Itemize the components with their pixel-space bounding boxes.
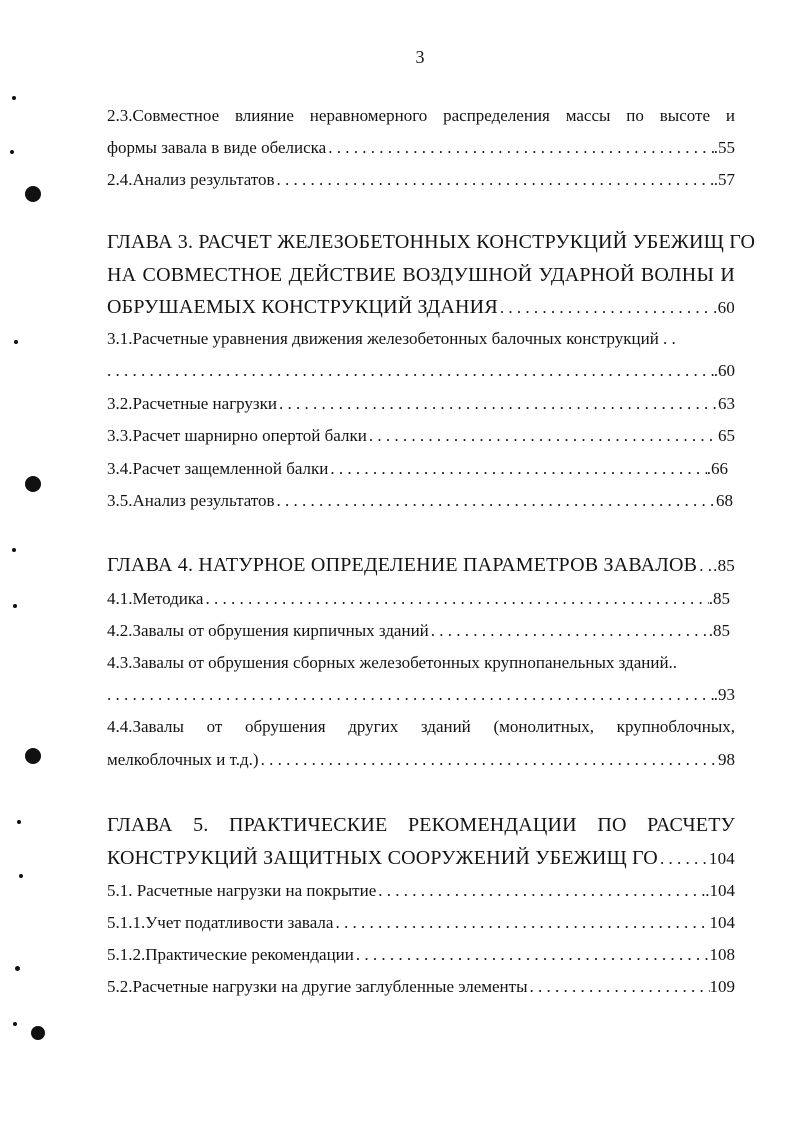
dot-leader <box>333 913 709 933</box>
toc-entry-title: 5.1.1.Учет податливости завала <box>107 913 334 932</box>
toc-entry-4-2[interactable] <box>107 621 730 645</box>
dot-leader <box>275 170 714 190</box>
toc-entry-3-5[interactable] <box>107 491 733 515</box>
toc-page-number: .60 <box>713 361 735 380</box>
toc-entry-3-1-continuation <box>107 361 735 385</box>
toc-page-number: 104 <box>709 913 735 932</box>
dot-leader <box>277 394 718 414</box>
toc-entry-chapter-3[interactable] <box>107 296 735 320</box>
dot-leader <box>107 685 714 705</box>
toc-page-number: 98 <box>718 750 735 769</box>
toc-entry-title: мелкоблочных и т.д.) <box>107 750 259 769</box>
toc-page-number: .104 <box>705 881 735 900</box>
scan-speck <box>15 966 20 971</box>
toc-entry-4-3[interactable] <box>107 653 735 677</box>
binder-hole-mark <box>25 186 41 202</box>
dot-leader <box>328 459 706 479</box>
toc-page-number: 68 <box>716 491 733 510</box>
chapter-3-line1: ГЛАВА 3. РАСЧЕТ ЖЕЛЕЗОБЕТОННЫХ КОНСТРУКЦИЙ УБЕЖИЩ ГО <box>107 231 756 253</box>
toc-page-number: .85 <box>713 556 735 575</box>
toc-entry-chapter-4[interactable] <box>107 554 735 578</box>
dot-leader <box>528 977 710 997</box>
toc-page-number: 108 <box>709 945 735 964</box>
toc-page-number: .85 <box>708 621 730 640</box>
toc-entry-title: КОНСТРУКЦИЙ ЗАЩИТНЫХ СООРУЖЕНИЙ УБЕЖИЩ ГО <box>107 847 658 869</box>
page-number: 3 <box>415 47 425 67</box>
scan-speck <box>19 874 23 878</box>
toc-entry-title: 5.2.Расчетные нагрузки на другие заглубленные элементы <box>107 977 528 996</box>
dot-leader <box>326 138 714 158</box>
toc-entry-3-3[interactable] <box>107 426 735 450</box>
dot-leader <box>697 556 713 576</box>
toc-entry-title: ОБРУШАЕМЫХ КОНСТРУКЦИЙ ЗДАНИЯ <box>107 296 498 318</box>
toc-entry-5-2[interactable] <box>107 977 735 1001</box>
toc-entry-title: 3.3.Расчет шарнирно опертой балки <box>107 426 367 445</box>
toc-entry-title: 3.4.Расчет защемленной балки <box>107 459 329 478</box>
toc-entry-4-4[interactable] <box>107 750 735 774</box>
binder-hole-mark <box>25 476 41 492</box>
toc-page-number: 104 <box>708 849 735 868</box>
toc-entry-title: 5.1. Расчетные нагрузки на покрытие <box>107 881 377 900</box>
toc-page-number: .85 <box>708 589 730 608</box>
dot-leader <box>376 881 705 901</box>
toc-entry-title: 4.1.Методика <box>107 589 204 608</box>
binder-hole-mark <box>25 748 41 764</box>
dot-leader <box>259 750 718 770</box>
toc-entry-5-1[interactable] <box>107 881 735 905</box>
toc-entry-title: 3.1.Расчетные уравнения движения железобетонных балочных конструкций . . <box>107 329 676 348</box>
toc-page-number: .55 <box>713 138 735 157</box>
dot-leader <box>107 361 714 381</box>
scan-speck <box>13 1022 17 1026</box>
toc-entry-title: 3.2.Расчетные нагрузки <box>107 394 278 413</box>
toc-page-number: .93 <box>713 685 735 704</box>
toc-entry-3-2[interactable] <box>107 394 735 418</box>
toc-entry-5-1-1[interactable] <box>107 913 735 937</box>
toc-entry-title: 5.1.2.Практические рекомендации <box>107 945 354 964</box>
scan-speck <box>14 340 18 344</box>
toc-section-2-3-line1: 2.3.Совместное влияние неравномерного распределения массы по высоте и <box>107 106 735 125</box>
chapter-5-line1: ГЛАВА 5. ПРАКТИЧЕСКИЕ РЕКОМЕНДАЦИИ ПО РАСЧЕТУ <box>107 814 735 836</box>
toc-entry-title: ГЛАВА 4. НАТУРНОЕ ОПРЕДЕЛЕНИЕ ПАРАМЕТРОВ ЗАВАЛОВ <box>107 554 698 576</box>
toc-entry-3-4[interactable] <box>107 459 728 483</box>
dot-leader <box>658 849 709 869</box>
toc-page-number: .66 <box>706 459 728 478</box>
toc-entry-title: формы завала в виде обелиска <box>107 138 327 157</box>
toc-page-number: .57 <box>713 170 735 189</box>
toc-entry-title: 3.5.Анализ результатов <box>107 491 275 510</box>
dot-leader <box>429 621 709 641</box>
toc-section-4-4-line1: 4.4.Завалы от обрушения других зданий (монолитных, крупноблочных, <box>107 717 735 736</box>
scan-speck <box>12 96 16 100</box>
toc-entry-chapter-5[interactable] <box>107 847 735 871</box>
toc-entry-4-3-continuation <box>107 685 735 709</box>
toc-entry-5-1-2[interactable] <box>107 945 735 969</box>
toc-page-number: 109 <box>709 977 735 996</box>
dot-leader <box>354 945 710 965</box>
toc-entry-title: 4.3.Завалы от обрушения сборных железобетонных крупнопанельных зданий.. <box>107 653 678 672</box>
toc-page-number: 63 <box>718 394 735 413</box>
scan-speck <box>12 548 16 552</box>
toc-page-number: .60 <box>713 298 735 317</box>
binder-hole-mark <box>31 1026 45 1040</box>
scan-speck <box>13 604 17 608</box>
toc-entry-4-1[interactable] <box>107 589 730 613</box>
dot-leader <box>498 298 713 318</box>
chapter-3-line2: НА СОВМЕСТНОЕ ДЕЙСТВИЕ ВОЗДУШНОЙ УДАРНОЙ ВОЛНЫ И <box>107 264 735 286</box>
scan-speck <box>10 150 14 154</box>
scan-speck <box>17 820 21 824</box>
toc-page-number: 65 <box>718 426 735 445</box>
dot-leader <box>275 491 716 511</box>
toc-entry-3-1[interactable] <box>107 329 735 353</box>
toc-entry-title: 4.2.Завалы от обрушения кирпичных зданий <box>107 621 429 640</box>
toc-entry-title: 2.4.Анализ результатов <box>107 170 275 189</box>
dot-leader <box>367 426 718 446</box>
toc-entry-2-3[interactable] <box>107 138 735 162</box>
toc-entry-2-4[interactable] <box>107 170 735 194</box>
dot-leader <box>203 589 708 609</box>
